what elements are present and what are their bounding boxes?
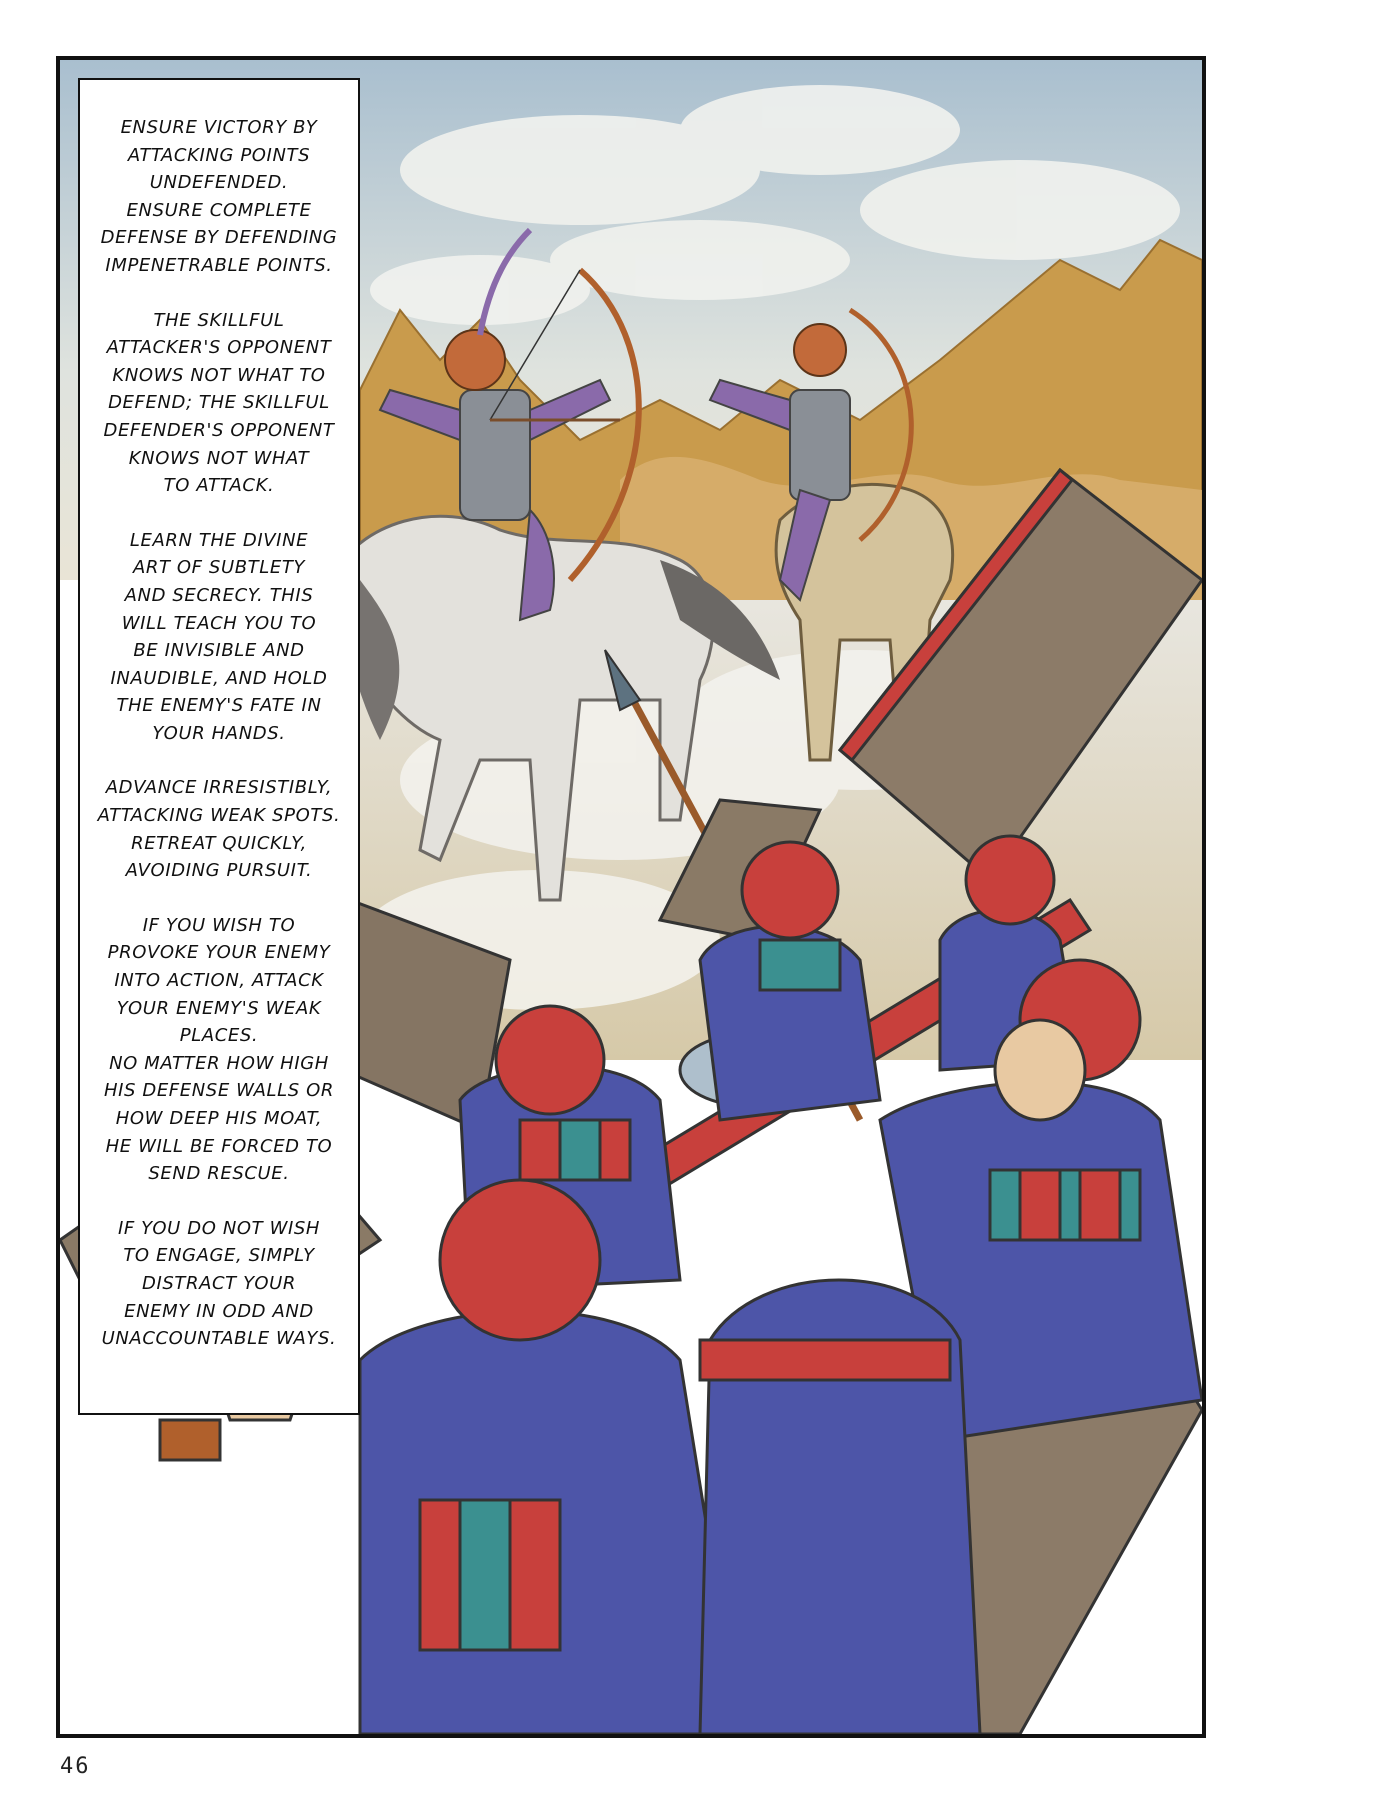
caption-line: ADVANCE IRRESISTIBLY, [105,777,333,799]
caption-line: TO ATTACK. [163,475,275,497]
caption-line: KNOWS NOT WHAT TO [112,364,326,386]
caption-line: AND SECRECY. THIS [124,584,314,606]
caption-line: TO ENGAGE, SIMPLY [123,1245,315,1267]
caption-line: WILL TEACH YOU TO [121,612,317,634]
comic-panel [56,56,1206,1738]
caption-line: AVOIDING PURSUIT. [125,860,313,882]
caption-line: ENSURE VICTORY BY [120,117,318,138]
caption-line: ATTACKING POINTS [127,144,311,166]
caption-line: YOUR ENEMY'S WEAK [116,997,322,1019]
caption-line: LEARN THE DIVINE [129,529,309,551]
caption-line: UNDEFENDED. [149,172,289,194]
caption-line: ENSURE COMPLETE [126,199,312,221]
caption-line: THE SKILLFUL [153,309,285,331]
page-number: 46 [60,1754,91,1779]
caption-line: PROVOKE YOUR ENEMY [107,942,331,964]
caption-line: SEND RESCUE. [148,1163,290,1185]
caption-line: ATTACKING WEAK SPOTS. [97,805,341,827]
caption-box [78,78,360,1415]
caption-paragraph [92,1215,346,1353]
caption-line: YOUR HANDS. [152,722,286,744]
caption-line: DISTRACT YOUR [141,1272,297,1294]
caption-paragraph [92,912,346,1188]
caption-line: HE WILL BE FORCED TO [105,1135,333,1157]
caption-line: IF YOU DO NOT WISH [117,1217,321,1239]
caption-line: INTO ACTION, ATTACK [114,970,324,992]
caption-line: RETREAT QUICKLY, [131,832,307,854]
caption-line: PLACES. [179,1025,259,1047]
caption-line: IF YOU WISH TO [142,914,296,936]
caption-line: THE ENEMY'S FATE IN [116,695,322,717]
caption-line: ATTACKER'S OPPONENT [106,337,332,359]
caption-line: DEFENSE BY DEFENDING [100,227,338,249]
caption-line: HOW DEEP HIS MOAT, [115,1108,323,1129]
caption-line: UNACCOUNTABLE WAYS. [101,1328,337,1350]
caption-line: KNOWS NOT WHAT [128,447,310,469]
caption-paragraph [92,774,346,884]
caption-paragraph [92,527,346,748]
caption-line: HIS DEFENSE WALLS OR [103,1080,335,1102]
caption-line: INAUDIBLE, AND HOLD [110,667,328,689]
caption-line: NO MATTER HOW HIGH [109,1052,329,1074]
caption-text [92,114,346,1353]
caption-paragraph [92,114,346,280]
caption-line: IMPENETRABLE POINTS. [105,254,333,276]
caption-paragraph [92,307,346,500]
caption-line: ENEMY IN ODD AND [124,1300,314,1322]
caption-line: DEFENDER'S OPPONENT [103,419,335,441]
caption-line: BE INVISIBLE AND [133,640,305,662]
caption-line: DEFEND; THE SKILLFUL [108,392,330,414]
caption-line: ART OF SUBTLETY [132,557,306,579]
